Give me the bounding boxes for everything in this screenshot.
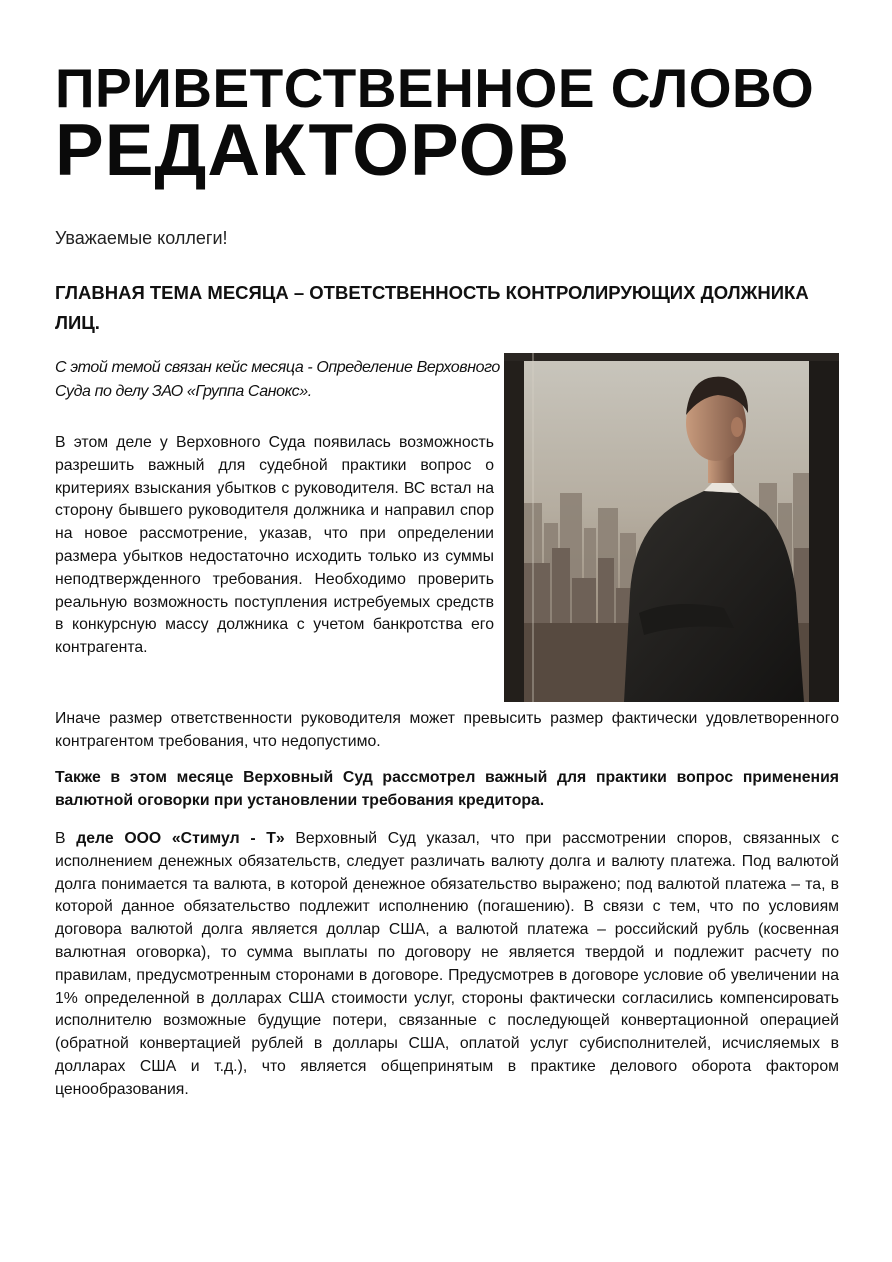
paragraph4-body: Верховный Суд указал, что при рассмотрении споров, связанных с исполнением денежных обязательств, следует различать валюту долга и валюту платежа. Под валютой долга понимается та валюта, в которой денежное обязательство выражено; под валютой платежа – та, в которой данное обязательство подлежит исполнению (погашению). В связи с тем, что по условиям договора валютой долга является доллар США, а валютой платежа – российский рубль (косвенная валютная оговорка), то сумма выплаты по договору не является твердой и подлежит расчету по правилам, предусмотренным сторонами в договоре. Предусмотрев в договоре условие об увеличении на 1% определенной в долларах США стоимости услуг, стороны фактически согласились компенсировать исполнителю возможные будущие потери, связанные с последующей конвертационной операцией (обратной конвертацией рублей в доллары США, оплатой услуг субисполнителей, исчисляемых в долларах США и т.д.), что является общепринятым в практике делового оборота фактором ценообразования. [55,830,839,1098]
businessman-window-photo [504,353,839,702]
case-intro: С этой темой связан кейс месяца - Определение Верховного Суда по делу ЗАО «Группа Санокс». [55,359,500,400]
section-heading: ГЛАВНАЯ ТЕМА МЕСЯЦА – ОТВЕТСТВЕННОСТЬ КОНТРОЛИРУЮЩИХ ДОЛЖНИКА ЛИЦ. [55,282,809,333]
greeting-text: Уважаемые коллеги! [55,228,228,248]
paragraph-stimul-case [55,828,839,1102]
paragraph-case-description: В этом деле у Верховного Суда появилась возможность разрешить важный для судебной практики вопрос о критериях взыскания убытков с руководителя. ВС встал на сторону бывшего руководителя должника и направил спор на новое рассмотрение, указав, что при определении размера убытков недостаточно исходить только из суммы неподтвержденного требования. Необходимо проверить реальную возможность поступления истребуемых средств в конкурсную массу должника с учетом банкротства его контрагента. [55,434,494,657]
page-title-line1: ПРИВЕТСТВЕННОЕ СЛОВО [55,57,815,119]
page-title-line2: РЕДАКТОРОВ [55,110,571,191]
paragraph-currency-topic: Также в этом месяце Верховный Суд рассмотрел важный для практики вопрос применения валютной оговорки при установлении требования кредитора. [55,769,839,809]
paragraph-conclusion: Иначе размер ответственности руководителя может превысить размер фактически удовлетворенного контрагентом требования, что недопустимо. [55,710,839,750]
paragraph4-prefix: В [55,830,77,847]
case-name-bold: деле ООО «Стимул - Т» [76,830,285,847]
photo-illustration [504,353,839,702]
